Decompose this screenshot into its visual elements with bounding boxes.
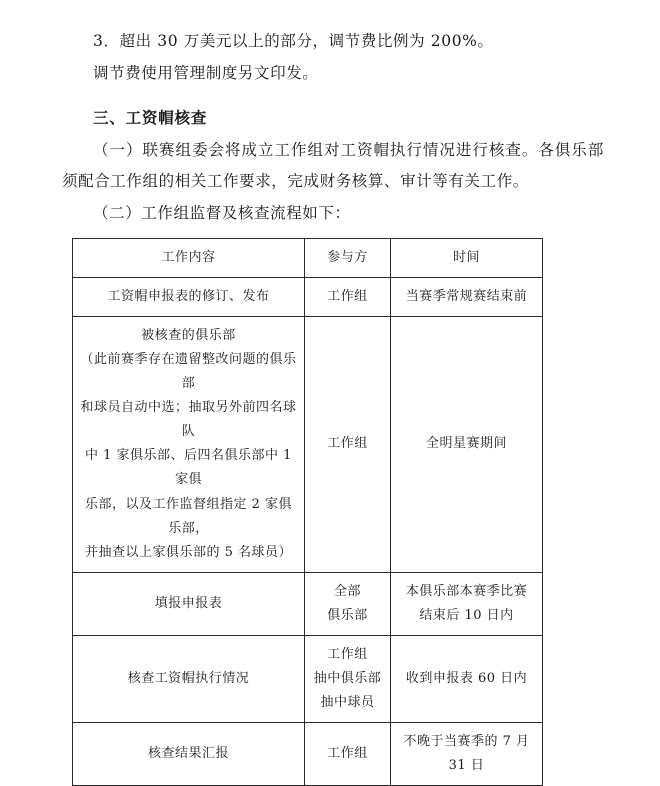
paragraph-clause-2: （二）工作组监督及核查流程如下： — [93, 203, 351, 222]
paragraph-adjustment-fee-note: 调节费使用管理制度另文印发。 — [93, 64, 319, 83]
cell-party-line: 抽中俱乐部 — [313, 670, 382, 686]
cell-content-line: 和球员自动中选；抽取另外前四名球队 — [80, 400, 297, 440]
cell-content-line: 中 1 家俱乐部、后四名俱乐部中 1 家俱 — [85, 448, 292, 488]
table-row — [73, 572, 543, 635]
cell-party — [305, 572, 391, 635]
cell-party-line: 抽中球员 — [320, 694, 375, 710]
cell-time-line: 31 日 — [448, 757, 485, 773]
cell-content: 填报申报表 — [73, 572, 305, 635]
cell-time — [391, 722, 543, 785]
cell-party: 工作组 — [305, 722, 391, 785]
cell-time: 全明星赛期间 — [391, 317, 543, 572]
cell-time: 收到申报表 60 日内 — [391, 635, 543, 722]
cell-time-line: 本俱乐部本赛季比赛 — [405, 583, 528, 599]
cell-party-line: 俱乐部 — [327, 607, 368, 623]
table-row — [73, 278, 543, 317]
section-heading-salary-cap-review: 三、工资帽核查 — [93, 108, 208, 128]
cell-content-line: 被核查的俱乐部 — [141, 328, 236, 344]
cell-party: 工作组 — [305, 278, 391, 317]
table-header-time: 时间 — [391, 239, 543, 278]
cell-party — [305, 635, 391, 722]
cell-content: 核查结果汇报 — [73, 722, 305, 785]
cell-time: 当赛季常规赛结束前 — [391, 278, 543, 317]
cell-party-line: 全部 — [333, 583, 361, 599]
cell-party: 工作组 — [305, 317, 391, 572]
table-header-party: 参与方 — [305, 239, 391, 278]
table-row — [73, 317, 543, 572]
table-row — [73, 635, 543, 722]
cell-content — [73, 317, 305, 572]
table-header-content: 工作内容 — [73, 239, 305, 278]
cell-time-line: 结束后 10 日内 — [419, 607, 514, 623]
cell-content-line: （此前赛季存在遗留整改问题的俱乐部 — [80, 352, 297, 392]
cell-content: 工资帽申报表的修订、发布 — [73, 278, 305, 317]
table-header-row — [73, 239, 543, 278]
spacer — [62, 90, 604, 96]
cell-time-line: 不晚于当赛季的 7 月 — [403, 733, 530, 749]
paragraph-clause-1: （一）联赛组委会将成立工作组对工资帽执行情况进行核查。各俱乐部须配合工作组的相关工作要求，完成财务核算、审计等有关工作。 — [62, 141, 604, 190]
cell-content: 核查工资帽执行情况 — [73, 635, 305, 722]
table-row — [73, 722, 543, 785]
cell-party-line: 工作组 — [327, 646, 368, 662]
cell-content-line: 并抽查以上家俱乐部的 5 名球员） — [84, 544, 293, 560]
cell-time — [391, 572, 543, 635]
cell-content-line: 乐部，以及工作监督组指定 2 家俱乐部， — [84, 496, 293, 536]
review-process-table — [72, 238, 543, 786]
paragraph-item-3: 3．超出 30 万美元以上的部分，调节费比例为 200%。 — [93, 32, 494, 50]
